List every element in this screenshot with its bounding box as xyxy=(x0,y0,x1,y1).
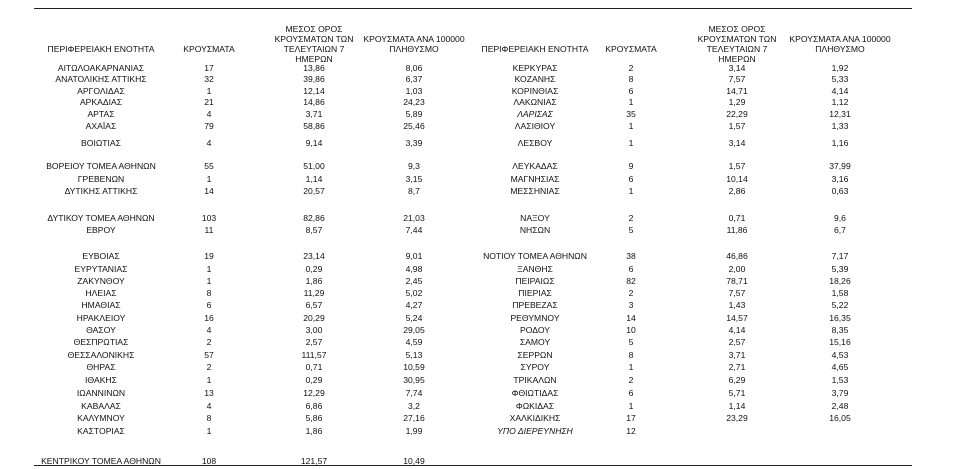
table-cell-region-name: ΤΡΙΚΑΛΩΝ xyxy=(513,375,557,385)
table-cell-avg7: 111,57 xyxy=(301,350,327,360)
table-cell-cases: 1 xyxy=(206,375,212,385)
table-cell-region-name: ΘΗΡΑΣ xyxy=(86,362,116,372)
table-cell-avg7: 20,57 xyxy=(303,186,325,196)
table-cell-avg7: 2,57 xyxy=(305,337,323,347)
table-cell-per100k: 25,46 xyxy=(403,121,425,131)
table-cell-cases: 12 xyxy=(626,426,636,436)
table-cell-region-name: ΔΥΤΙΚΗΣ ΑΤΤΙΚΗΣ xyxy=(64,186,138,196)
table-cell-cases: 17 xyxy=(626,413,636,423)
table-cell-avg7: 12,14 xyxy=(303,86,325,96)
table-cell-region-name: ΚΑΣΤΟΡΙΑΣ xyxy=(77,426,125,436)
table-cell-per100k: 9,3 xyxy=(408,161,420,171)
table-cell-avg7: 9,14 xyxy=(305,138,323,148)
table-cell-region-name: ΒΟΙΩΤΙΑΣ xyxy=(81,138,121,148)
table-cell-region-name: ΚΟΡΙΝΘΙΑΣ xyxy=(511,86,559,96)
table-cell-region-name: ΘΕΣΠΡΩΤΙΑΣ xyxy=(73,337,129,347)
table-cell-cases: 38 xyxy=(626,251,636,261)
table-cell-region-name: ΛΑΡΙΣΑΣ xyxy=(517,109,553,119)
table-cell-per100k: 5,24 xyxy=(405,313,423,323)
table-cell-per100k: 4,98 xyxy=(405,264,423,274)
table-cell-avg7: 5,71 xyxy=(728,388,746,398)
table-cell-cases: 2 xyxy=(628,375,634,385)
table-cell-region-name: ΗΛΕΙΑΣ xyxy=(85,288,117,298)
table-cell-per100k: 8,06 xyxy=(405,63,423,73)
table-cell-region-name: ΝΑΞΟΥ xyxy=(520,213,550,223)
table-cell-per100k: 10,49 xyxy=(403,456,425,466)
table-cell-cases: 8 xyxy=(628,350,634,360)
table-cell-cases: 6 xyxy=(628,264,634,274)
table-cell-region-name: ΣΥΡΟΥ xyxy=(520,362,550,372)
top-rule xyxy=(34,8,912,9)
table-cell-per100k: 15,16 xyxy=(829,337,851,347)
table-cell-per100k: 9,01 xyxy=(405,251,423,261)
table-cell-per100k: 29,05 xyxy=(403,325,425,335)
table-cell-region-name: ΣΑΜΟΥ xyxy=(519,337,551,347)
table-cell-region-name: ΙΩΑΝΝΙΝΩΝ xyxy=(76,388,126,398)
table-cell-per100k: 5,89 xyxy=(405,109,423,119)
left-header-per100k: ΚΡΟΥΣΜΑΤΑ ΑΝΑ 100000 ΠΛΗΘΥΣΜΟ xyxy=(363,34,465,54)
table-cell-region-name: ΕΒΡΟΥ xyxy=(86,225,116,235)
table-cell-per100k: 1,03 xyxy=(405,86,423,96)
table-cell-avg7: 1,29 xyxy=(728,97,746,107)
table-cell-avg7: 6,29 xyxy=(728,375,746,385)
table-cell-per100k: 18,26 xyxy=(829,276,851,286)
table-cell-region-name: ΜΑΓΝΗΣΙΑΣ xyxy=(510,174,560,184)
table-cell-avg7: 6,86 xyxy=(305,401,323,411)
table-cell-per100k: 21,03 xyxy=(403,213,425,223)
right-header-region: ΠΕΡΙΦΕΡΕΙΑΚΗ ΕΝΟΤΗΤΑ xyxy=(481,44,589,54)
table-cell-avg7: 23,29 xyxy=(726,413,748,423)
table-cell-region-name: ΦΩΚΙΔΑΣ xyxy=(515,401,555,411)
table-cell-cases: 1 xyxy=(206,86,212,96)
table-cell-region-name: ΠΙΕΡΙΑΣ xyxy=(518,288,552,298)
table-cell-cases: 6 xyxy=(628,86,634,96)
table-cell-cases: 4 xyxy=(206,325,212,335)
table-cell-cases: 5 xyxy=(628,225,634,235)
table-cell-per100k: 7,74 xyxy=(405,388,423,398)
table-cell-per100k: 3,39 xyxy=(405,138,423,148)
table-cell-per100k: 5,33 xyxy=(831,74,849,84)
table-cell-cases: 32 xyxy=(204,74,214,84)
table-cell-per100k: 3,2 xyxy=(408,401,420,411)
table-cell-cases: 4 xyxy=(206,109,212,119)
table-cell-cases: 16 xyxy=(204,313,214,323)
table-cell-avg7: 3,71 xyxy=(728,350,746,360)
table-cell-avg7: 2,86 xyxy=(728,186,746,196)
table-cell-per100k: 24,23 xyxy=(403,97,425,107)
table-cell-cases: 8 xyxy=(206,288,212,298)
table-cell-cases: 2 xyxy=(628,63,634,73)
table-cell-region-name: ΛΕΣΒΟΥ xyxy=(517,138,553,148)
table-cell-avg7: 14,57 xyxy=(726,313,748,323)
table-cell-per100k: 6,7 xyxy=(834,225,846,235)
table-cell-avg7: 3,14 xyxy=(728,138,746,148)
table-cell-avg7: 2,57 xyxy=(728,337,746,347)
table-cell-avg7: 5,86 xyxy=(305,413,323,423)
table-cell-region-name: ΙΘΑΚΗΣ xyxy=(85,375,117,385)
table-cell-per100k: 5,39 xyxy=(831,264,849,274)
table-cell-region-name: ΡΟΔΟΥ xyxy=(520,325,550,335)
table-cell-cases: 2 xyxy=(206,362,212,372)
table-cell-cases: 103 xyxy=(201,213,217,223)
table-cell-cases: 2 xyxy=(628,213,634,223)
table-cell-avg7: 58,86 xyxy=(303,121,325,131)
table-cell-avg7: 7,57 xyxy=(728,288,746,298)
table-cell-region-name: ΧΑΛΚΙΔΙΚΗΣ xyxy=(509,413,561,423)
table-cell-per100k: 8,7 xyxy=(408,186,420,196)
right-header-per100k: ΚΡΟΥΣΜΑΤΑ ΑΝΑ 100000 ΠΛΗΘΥΣΜΟ xyxy=(789,34,891,54)
table-cell-region-name: ΠΡΕΒΕΖΑΣ xyxy=(512,300,558,310)
table-cell-per100k: 37,99 xyxy=(829,161,851,171)
table-cell-per100k: 3,16 xyxy=(831,174,849,184)
table-cell-per100k: 0,63 xyxy=(831,186,849,196)
table-cell-avg7: 82,86 xyxy=(303,213,325,223)
table-cell-region-name: ΕΥΡΥΤΑΝΙΑΣ xyxy=(74,264,128,274)
table-cell-avg7: 0,29 xyxy=(305,264,323,274)
table-cell-cases: 1 xyxy=(628,138,634,148)
table-cell-avg7: 14,86 xyxy=(303,97,325,107)
table-cell-region-name: ΣΕΡΡΩΝ xyxy=(517,350,553,360)
table-cell-avg7: 11,86 xyxy=(726,225,748,235)
table-cell-cases: 1 xyxy=(206,426,212,436)
table-cell-cases: 108 xyxy=(201,456,217,466)
table-cell-avg7: 0,71 xyxy=(728,213,746,223)
table-cell-cases: 2 xyxy=(206,337,212,347)
table-cell-cases: 82 xyxy=(626,276,636,286)
table-cell-region-name: ΚΟΖΑΝΗΣ xyxy=(514,74,556,84)
table-cell-region-name: ΑΡΤΑΣ xyxy=(87,109,115,119)
table-cell-cases: 3 xyxy=(628,300,634,310)
table-cell-cases: 8 xyxy=(628,74,634,84)
left-header-region: ΠΕΡΙΦΕΡΕΙΑΚΗ ΕΝΟΤΗΤΑ xyxy=(47,44,155,54)
table-cell-avg7: 1,14 xyxy=(728,401,746,411)
table-cell-avg7: 20,29 xyxy=(303,313,325,323)
table-cell-avg7: 23,14 xyxy=(303,251,325,261)
table-cell-avg7: 1,14 xyxy=(305,174,323,184)
table-cell-region-name: ΔΥΤΙΚΟΥ ΤΟΜΕΑ ΑΘΗΝΩΝ xyxy=(47,213,155,223)
table-cell-region-name: ΗΜΑΘΙΑΣ xyxy=(81,300,121,310)
table-cell-avg7: 11,29 xyxy=(303,288,325,298)
table-cell-per100k: 1,12 xyxy=(831,97,849,107)
table-cell-cases: 14 xyxy=(204,186,214,196)
table-cell-per100k: 3,79 xyxy=(831,388,849,398)
table-cell-region-name: ΡΕΘΥΜΝΟΥ xyxy=(510,313,560,323)
table-cell-avg7: 10,14 xyxy=(726,174,748,184)
table-cell-per100k: 2,45 xyxy=(405,276,423,286)
table-cell-avg7: 14,71 xyxy=(726,86,748,96)
table-cell-per100k: 4,59 xyxy=(405,337,423,347)
table-cell-avg7: 3,00 xyxy=(305,325,323,335)
table-cell-region-name: ΖΑΚΥΝΘΟΥ xyxy=(77,276,125,286)
table-cell-per100k: 5,13 xyxy=(405,350,423,360)
left-header-avg7: ΜΕΣΟΣ ΟΡΟΣ ΚΡΟΥΣΜΑΤΩΝ ΤΩΝ ΤΕΛΕΥΤΑΙΩΝ 7 ΗΜΕΡΩΝ xyxy=(274,24,354,64)
table-cell-region-name: ΝΗΣΩΝ xyxy=(519,225,551,235)
table-cell-cases: 1 xyxy=(628,401,634,411)
table-cell-avg7: 3,14 xyxy=(728,63,746,73)
table-cell-per100k: 1,92 xyxy=(831,63,849,73)
table-cell-cases: 1 xyxy=(628,97,634,107)
table-cell-cases: 6 xyxy=(628,388,634,398)
table-cell-per100k: 5,02 xyxy=(405,288,423,298)
table-cell-per100k: 2,48 xyxy=(831,401,849,411)
table-cell-cases: 8 xyxy=(206,413,212,423)
table-cell-avg7: 0,29 xyxy=(305,375,323,385)
table-cell-avg7: 8,57 xyxy=(305,225,323,235)
table-cell-region-name: ΗΡΑΚΛΕΙΟΥ xyxy=(76,313,126,323)
table-cell-per100k: 1,99 xyxy=(405,426,423,436)
table-cell-region-name: ΞΑΝΘΗΣ xyxy=(517,264,553,274)
table-cell-cases: 6 xyxy=(628,174,634,184)
table-cell-cases: 1 xyxy=(628,121,634,131)
right-header-cases: ΚΡΟΥΣΜΑΤΑ xyxy=(605,44,657,54)
table-cell-per100k: 7,17 xyxy=(831,251,849,261)
table-cell-region-name: ΒΟΡΕΙΟΥ ΤΟΜΕΑ ΑΘΗΝΩΝ xyxy=(46,161,156,171)
table-cell-cases: 11 xyxy=(204,225,214,235)
table-cell-cases: 1 xyxy=(206,264,212,274)
table-cell-avg7: 1,57 xyxy=(728,121,746,131)
table-cell-per100k: 30,95 xyxy=(403,375,425,385)
table-cell-cases: 14 xyxy=(626,313,636,323)
table-cell-region-name: ΑΡΓΟΛΙΔΑΣ xyxy=(77,86,125,96)
table-cell-avg7: 1,86 xyxy=(305,426,323,436)
table-cell-cases: 1 xyxy=(628,186,634,196)
table-cell-cases: 57 xyxy=(204,350,214,360)
table-cell-avg7: 78,71 xyxy=(726,276,748,286)
table-cell-region-name: ΦΘΙΩΤΙΔΑΣ xyxy=(511,388,559,398)
table-cell-region-name: ΑΧΑΪΑΣ xyxy=(85,121,117,131)
table-cell-region-name: ΚΑΛΥΜΝΟΥ xyxy=(77,413,125,423)
table-cell-region-name: ΚΕΝΤΡΙΚΟΥ ΤΟΜΕΑ ΑΘΗΝΩΝ xyxy=(41,456,161,466)
table-cell-per100k: 4,53 xyxy=(831,350,849,360)
table-cell-per100k: 27,16 xyxy=(403,413,425,423)
table-cell-per100k: 1,58 xyxy=(831,288,849,298)
table-cell-region-name: ΛΑΣΙΘΙΟΥ xyxy=(514,121,556,131)
table-cell-region-name: ΕΥΒΟΙΑΣ xyxy=(82,251,120,261)
table-cell-cases: 6 xyxy=(206,300,212,310)
table-cell-region-name: ΑΙΤΩΛΟΑΚΑΡΝΑΝΙΑΣ xyxy=(57,63,145,73)
left-header-cases: ΚΡΟΥΣΜΑΤΑ xyxy=(183,44,235,54)
right-header-avg7: ΜΕΣΟΣ ΟΡΟΣ ΚΡΟΥΣΜΑΤΩΝ ΤΩΝ ΤΕΛΕΥΤΑΙΩΝ 7 ΗΜΕΡΩΝ xyxy=(697,24,777,64)
table-cell-region-name: ΛΑΚΩΝΙΑΣ xyxy=(513,97,557,107)
table-cell-per100k: 1,16 xyxy=(831,138,849,148)
table-cell-avg7: 2,71 xyxy=(728,362,746,372)
table-cell-cases: 4 xyxy=(206,401,212,411)
table-cell-per100k: 5,22 xyxy=(831,300,849,310)
table-cell-cases: 1 xyxy=(206,174,212,184)
table-cell-cases: 1 xyxy=(628,362,634,372)
table-cell-per100k: 4,65 xyxy=(831,362,849,372)
table-cell-region-name: ΠΕΙΡΑΙΩΣ xyxy=(515,276,555,286)
table-cell-region-name: ΜΕΣΣΗΝΙΑΣ xyxy=(510,186,560,196)
table-cell-avg7: 51,00 xyxy=(303,161,325,171)
table-cell-avg7: 39,86 xyxy=(303,74,325,84)
table-cell-avg7: 7,57 xyxy=(728,74,746,84)
table-cell-region-name: ΘΑΣΟΥ xyxy=(86,325,116,335)
table-cell-region-name: ΝΟΤΙΟΥ ΤΟΜΕΑ ΑΘΗΝΩΝ xyxy=(483,251,587,261)
table-cell-per100k: 1,53 xyxy=(831,375,849,385)
table-cell-avg7: 3,71 xyxy=(305,109,323,119)
table-cell-avg7: 13,86 xyxy=(303,63,325,73)
table-cell-per100k: 1,33 xyxy=(831,121,849,131)
table-cell-per100k: 16,05 xyxy=(829,413,851,423)
table-cell-region-name: ΛΕΥΚΑΔΑΣ xyxy=(512,161,558,171)
table-cell-per100k: 10,59 xyxy=(403,362,425,372)
table-cell-avg7: 121,57 xyxy=(300,456,328,466)
table-cell-avg7: 4,14 xyxy=(728,325,746,335)
table-cell-region-name: ΓΡΕΒΕΝΩΝ xyxy=(77,174,125,184)
table-cell-per100k: 4,14 xyxy=(831,86,849,96)
table-cell-per100k: 6,37 xyxy=(405,74,423,84)
table-cell-avg7: 12,29 xyxy=(303,388,325,398)
table-cell-avg7: 1,86 xyxy=(305,276,323,286)
table-cell-region-name: ΚΑΒΑΛΑΣ xyxy=(81,401,121,411)
table-cell-region-name: ΥΠΟ ΔΙΕΡΕΥΝΗΣΗ xyxy=(497,426,573,436)
table-cell-cases: 1 xyxy=(206,276,212,286)
table-cell-avg7: 0,71 xyxy=(305,362,323,372)
table-cell-cases: 17 xyxy=(204,63,214,73)
table-cell-avg7: 46,86 xyxy=(726,251,748,261)
table-cell-region-name: ΚΕΡΚΥΡΑΣ xyxy=(512,63,558,73)
table-cell-cases: 55 xyxy=(204,161,214,171)
table-cell-per100k: 9,6 xyxy=(834,213,846,223)
table-cell-per100k: 16,35 xyxy=(829,313,851,323)
table-cell-cases: 4 xyxy=(206,138,212,148)
table-cell-cases: 9 xyxy=(628,161,634,171)
table-cell-cases: 2 xyxy=(628,288,634,298)
table-cell-avg7: 22,29 xyxy=(726,109,748,119)
table-cell-per100k: 3,15 xyxy=(405,174,423,184)
table-cell-region-name: ΑΡΚΑΔΙΑΣ xyxy=(79,97,123,107)
table-cell-region-name: ΑΝΑΤΟΛΙΚΗΣ ΑΤΤΙΚΗΣ xyxy=(55,74,147,84)
table-cell-per100k: 8,35 xyxy=(831,325,849,335)
table-cell-avg7: 2,00 xyxy=(728,264,746,274)
table-cell-avg7: 6,57 xyxy=(305,300,323,310)
table-cell-cases: 5 xyxy=(628,337,634,347)
table-cell-region-name: ΘΕΣΣΑΛΟΝΙΚΗΣ xyxy=(67,350,135,360)
table-cell-avg7: 1,43 xyxy=(728,300,746,310)
table-cell-cases: 19 xyxy=(204,251,214,261)
table-cell-per100k: 4,27 xyxy=(405,300,423,310)
table-cell-cases: 21 xyxy=(204,97,214,107)
table-cell-cases: 35 xyxy=(626,109,636,119)
table-cell-cases: 10 xyxy=(626,325,636,335)
table-cell-cases: 79 xyxy=(204,121,214,131)
table-cell-per100k: 12,31 xyxy=(829,109,851,119)
table-cell-per100k: 7,44 xyxy=(405,225,423,235)
table-cell-cases: 13 xyxy=(204,388,214,398)
table-cell-avg7: 1,57 xyxy=(728,161,746,171)
